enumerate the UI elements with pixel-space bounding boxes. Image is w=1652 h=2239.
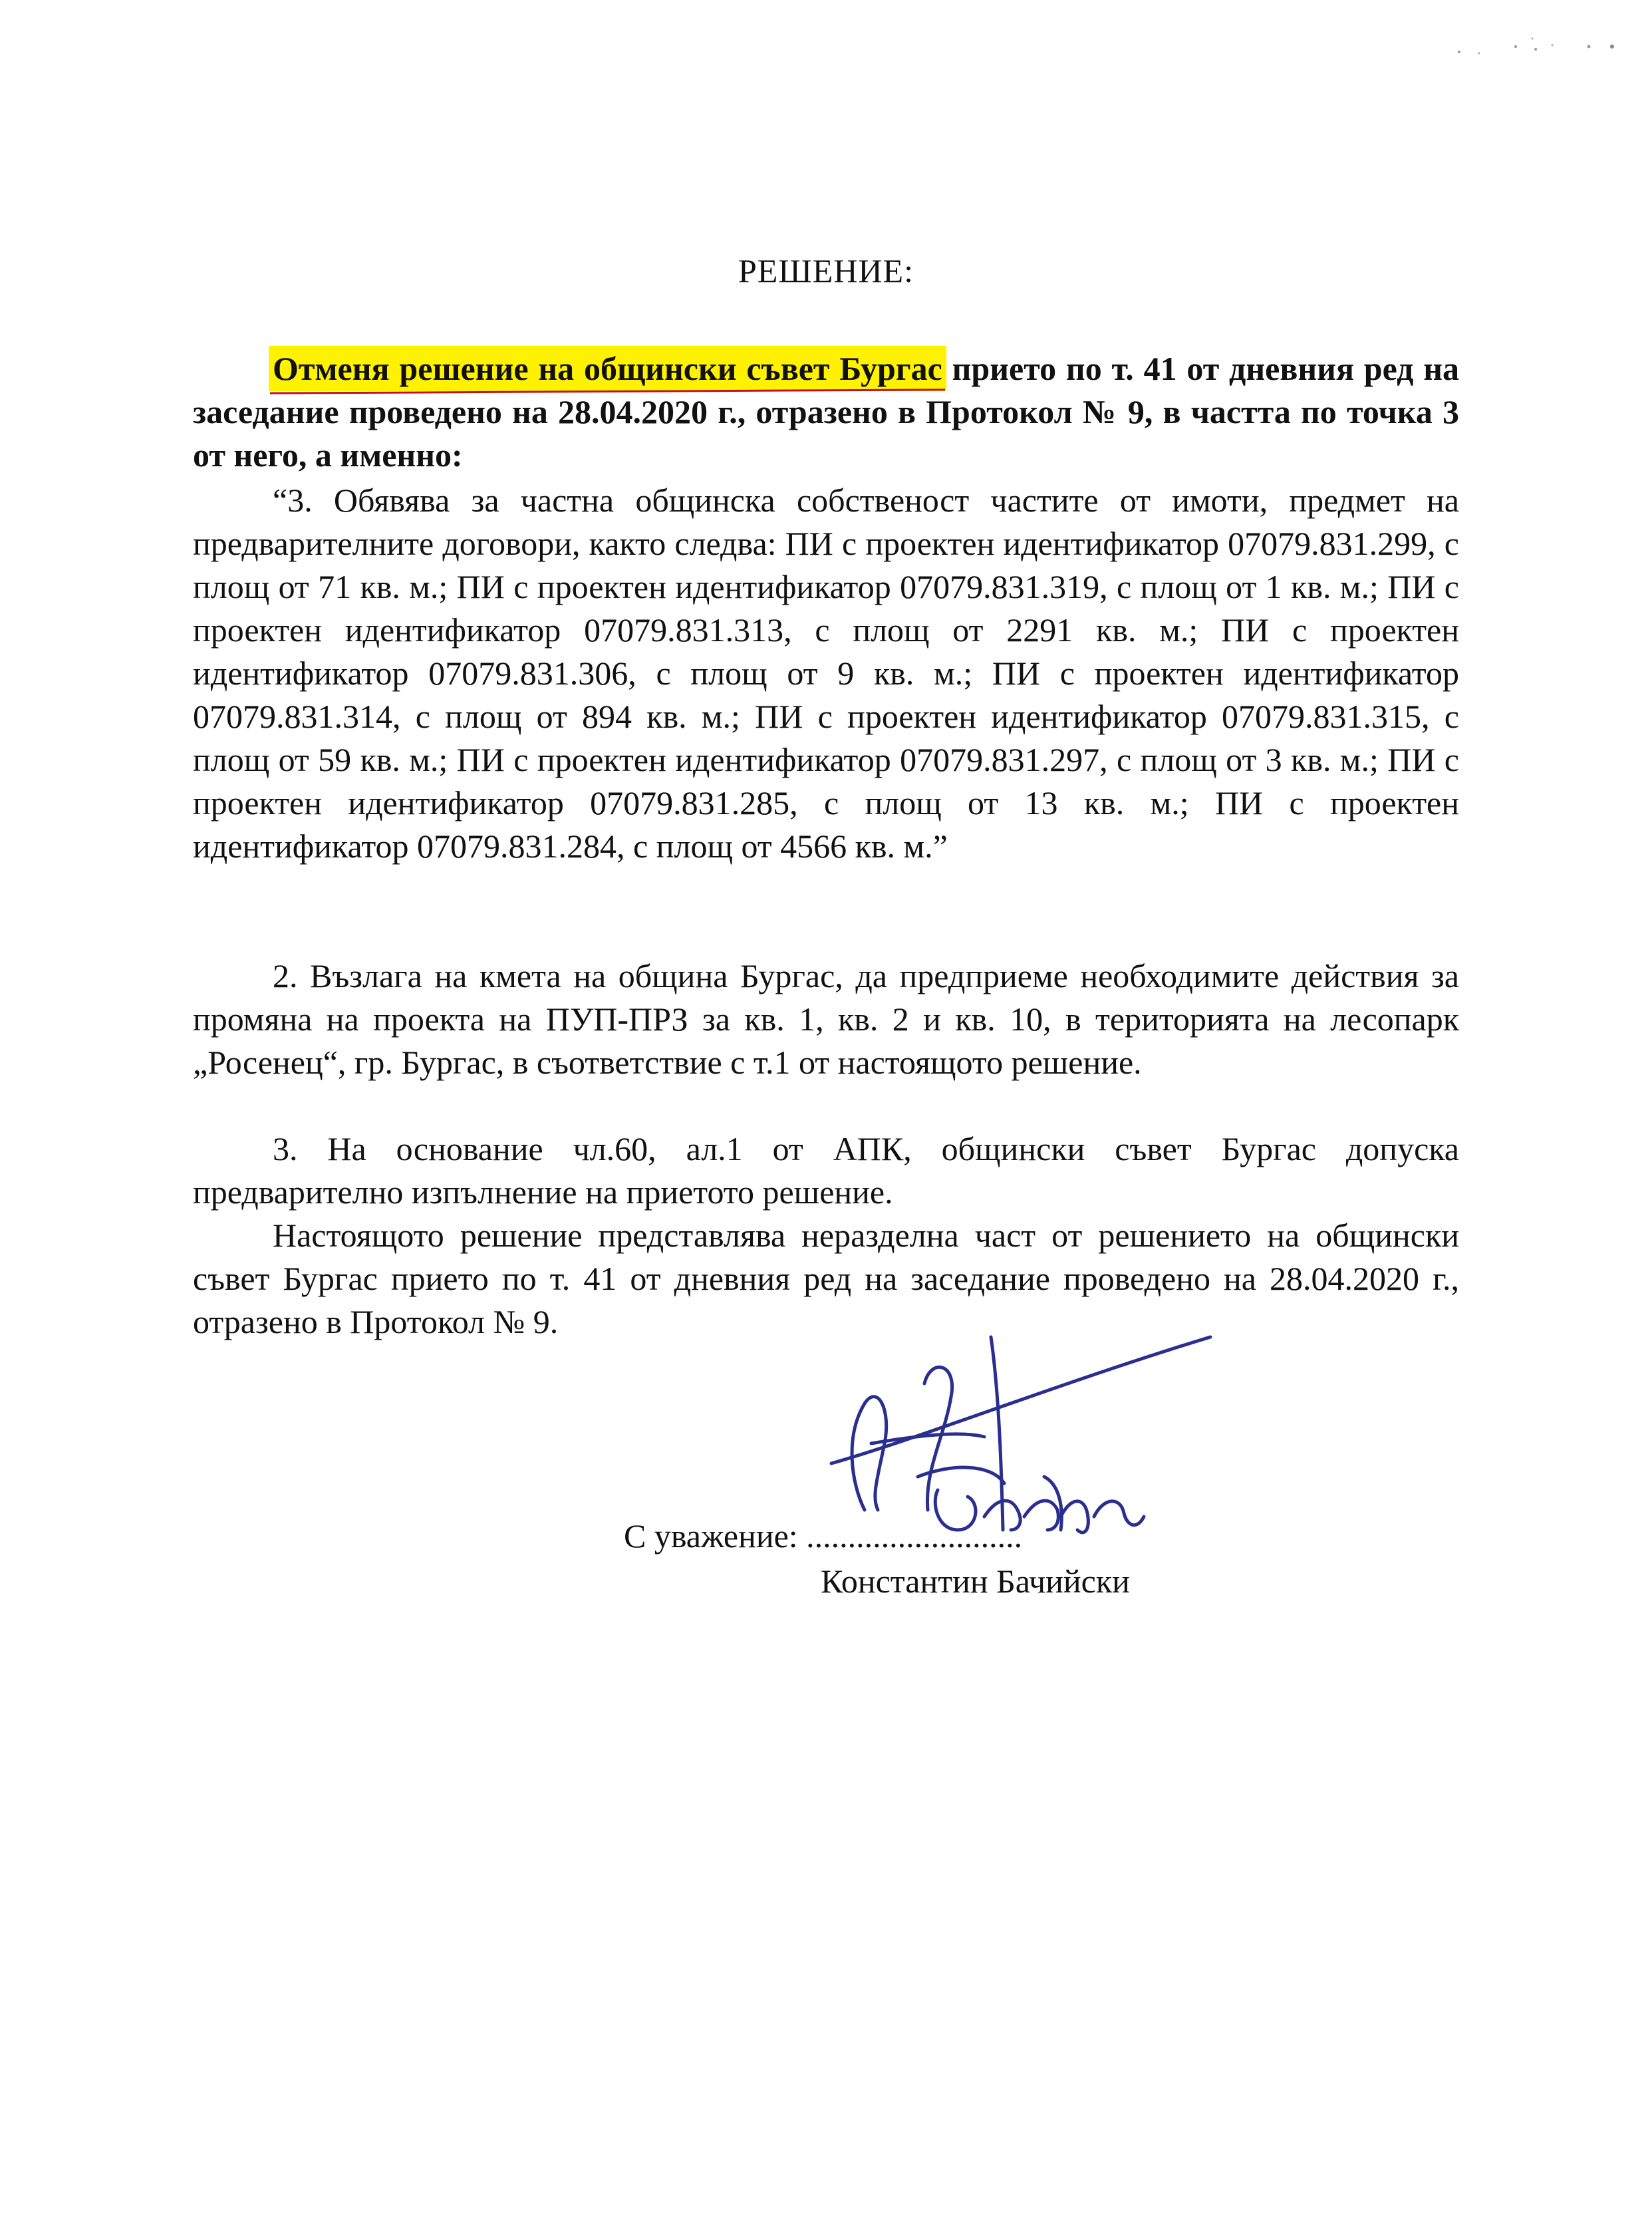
quoted-point-3 [193,479,1459,868]
paragraph-point-3-text: 3. На основание чл.60, ал.1 от АПК, общински съвет Бургас допуска предварително изпълнение на приетото решение. [193,1130,1459,1211]
quoted-point-3-text: “3. Обявява за частна общинска собственост частите от имоти, предмет на предварителните договори, както следва: ПИ с проектен идентификатор 07079.831.299, с площ от 71 кв. м.; ПИ с проектен идентификатор 07079.831.319, с площ от 1 кв. м.; ПИ с проектен идентификатор 07079.831.313, с площ от 2291 кв. м.; ПИ с проектен идентификатор 07079.831.306, с площ от 9 кв. м.; ПИ с проектен идентификатор 07079.831.314, с площ от 894 кв. м.; ПИ с проектен идентификатор 07079.831.315, с площ от 59 кв. м.; ПИ с проектен идентификатор 07079.831.297, с площ от 3 кв. м.; ПИ с проектен идентификатор 07079.831.285, с площ от 13 кв. м.; ПИ с проектен идентификатор 07079.831.284, с площ от 4566 кв. м.” [193,482,1459,865]
highlighted-phrase [273,350,942,387]
document-title: РЕШЕНИЕ: [738,252,914,289]
paragraph-point-2-text: 2. Възлага на кмета на община Бургас, да предприеме необходимите действия за промяна на проекта на ПУП-ПРЗ за кв. 1, кв. 2 и кв. 10, в територията на лесопарк „Росенец“, гр. Бургас, в съответствие с т.1 от настоящото решение. [193,957,1459,1081]
highlighted-phrase-text: Отменя решение на общински съвет Бургас [273,350,942,387]
paragraph-closing-statement-text: Настоящото решение представлява неразделна част от решението на общински съвет Бургас прието по т. 41 от дневния ред на заседание проведено на 28.04.2020 г., отразено в Протокол № 9. [193,1217,1459,1340]
intro-rest-text: прието по т. 41 от дневния ред на заседание проведено на 28.04.2020 г., отразено в Протокол № 9, в частта по точка 3 от него, а именно: [193,350,1460,474]
signature-block [624,1513,1130,1604]
signatory-name: Константин Бачийски [821,1563,1130,1600]
paragraph-point-2 [193,955,1459,1084]
intro-paragraph [193,347,1459,477]
paragraph-closing-statement [193,1214,1459,1344]
scan-noise-marks [1452,27,1625,67]
closing-line: С уважение: .......................... [624,1517,1023,1555]
paragraph-point-3 [193,1127,1459,1214]
